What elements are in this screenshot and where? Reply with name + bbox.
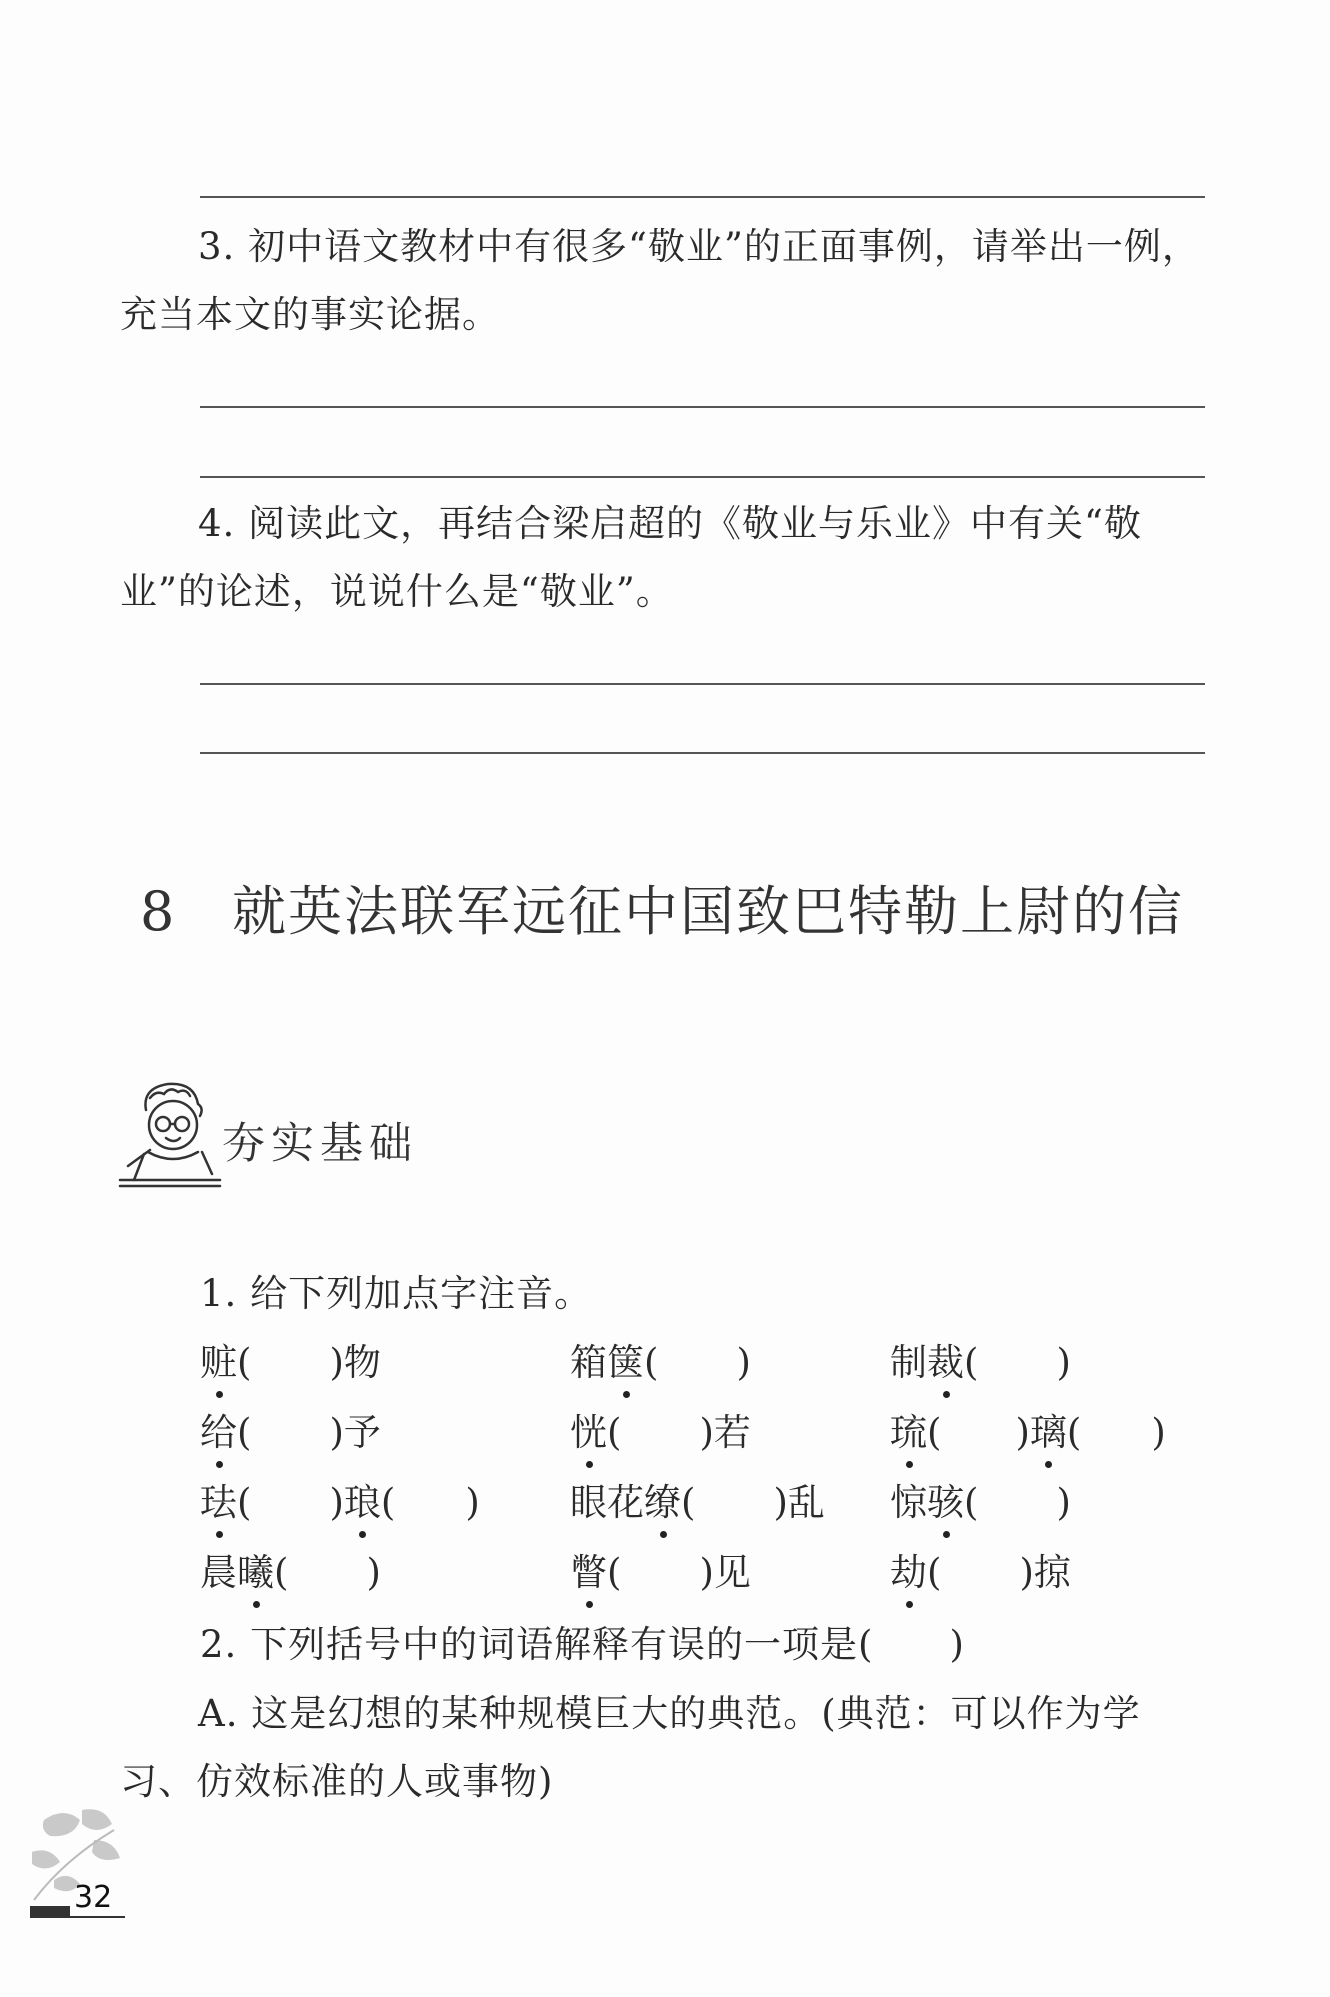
- dotted-char: 璃: [1030, 1403, 1067, 1463]
- exercise-2-option-a: A. 这是幻想的某种规模巨大的典范。(典范：可以作为学习、仿效标准的人或事物): [120, 1692, 1141, 1803]
- pinyin-item: 眼花缭( )乱: [570, 1473, 825, 1533]
- dotted-char: 曦: [237, 1543, 274, 1603]
- pinyin-item: 珐( )琅( ): [200, 1473, 480, 1533]
- mascot-teacher-icon: [118, 1080, 222, 1190]
- answer-line: [200, 752, 1205, 754]
- pinyin-item: 给( )予: [200, 1403, 381, 1463]
- dotted-char: 缭: [644, 1473, 681, 1533]
- pinyin-item: 琉( )璃( ): [890, 1403, 1166, 1463]
- exercise-1-heading: 1. 给下列加点字注音。: [200, 1272, 593, 1315]
- chapter-title: 就英法联军远征中国致巴特勒上尉的信: [232, 880, 1184, 943]
- dotted-char: 琉: [890, 1403, 927, 1463]
- dotted-char: 劫: [890, 1543, 927, 1603]
- section-header: [118, 1080, 518, 1190]
- answer-line: [200, 476, 1205, 478]
- dotted-char: 恍: [570, 1403, 607, 1463]
- answer-line: [200, 406, 1205, 408]
- question-4: 4. 阅读此文，再结合梁启超的《敬业与乐业》中有关“敬业”的论述，说说什么是“敬业”。: [120, 502, 1142, 613]
- dotted-char: 箧: [607, 1333, 644, 1393]
- pinyin-item: 箱箧( ): [570, 1333, 751, 1393]
- pinyin-item: 惊骇( ): [890, 1473, 1071, 1533]
- chapter-heading: [140, 872, 1184, 952]
- pinyin-row: [200, 1333, 1220, 1393]
- page-number-rule: [30, 1916, 125, 1918]
- pinyin-item: 制裁( ): [890, 1333, 1071, 1393]
- page-number-bar: [30, 1906, 70, 1916]
- pinyin-item: 瞥( )见: [570, 1543, 751, 1603]
- dotted-char: 瞥: [570, 1543, 607, 1603]
- pinyin-row: [200, 1403, 1220, 1463]
- section-title: 夯实基础: [222, 1119, 418, 1169]
- answer-line: [200, 683, 1205, 685]
- dotted-char: 赃: [200, 1333, 237, 1393]
- dotted-char: 裁: [927, 1333, 964, 1393]
- pinyin-item: 恍( )若: [570, 1403, 751, 1463]
- answer-line: [200, 196, 1205, 198]
- pinyin-item: 赃( )物: [200, 1333, 381, 1393]
- pinyin-item: 晨曦( ): [200, 1543, 381, 1603]
- dotted-char: 骇: [927, 1473, 964, 1533]
- pinyin-item: 劫( )掠: [890, 1543, 1071, 1603]
- page-number-block: [30, 1880, 125, 1922]
- pinyin-row: [200, 1543, 1220, 1603]
- chapter-number: 8: [140, 880, 177, 943]
- dotted-char: 珐: [200, 1473, 237, 1533]
- dotted-char: 琅: [344, 1473, 381, 1533]
- dotted-char: 给: [200, 1403, 237, 1463]
- exercise-2-heading: 2. 下列括号中的词语解释有误的一项是( ): [200, 1623, 965, 1666]
- pinyin-row: [200, 1473, 1220, 1533]
- page-number: 32: [74, 1880, 113, 1915]
- question-3: 3. 初中语文教材中有很多“敬业”的正面事例，请举出一例，充当本文的事实论据。: [120, 225, 1200, 336]
